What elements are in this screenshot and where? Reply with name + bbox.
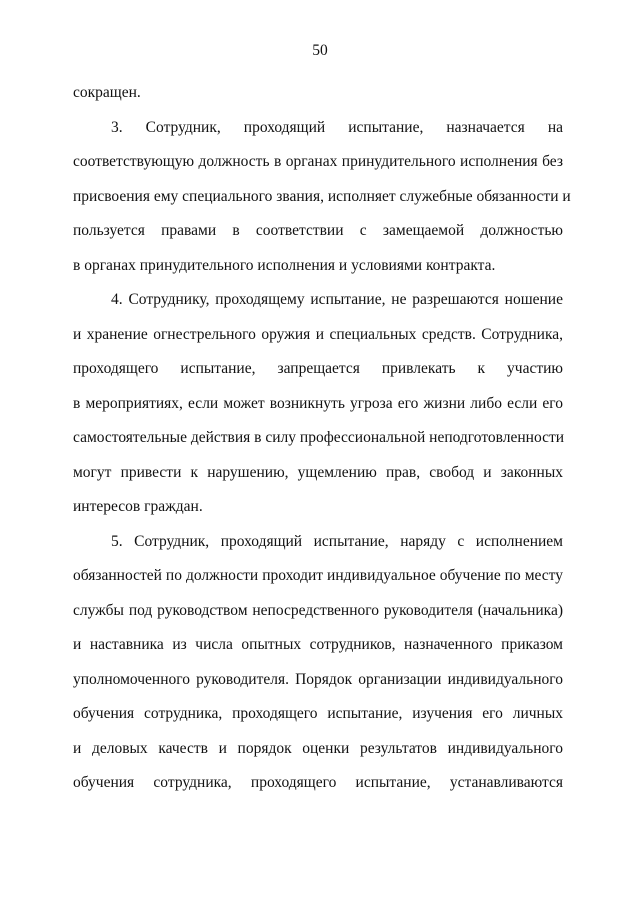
text-line: проходящего испытание, запрещается привлекать к участию xyxy=(73,360,563,377)
text-line: интересов граждан. xyxy=(73,498,203,515)
text-line: в мероприятиях, если может возникнуть угроза его жизни либо если его xyxy=(73,394,563,412)
text-line: 5. Сотрудник, проходящий испытание, наряду с исполнением xyxy=(111,532,563,550)
paragraph-item-5 xyxy=(73,525,563,801)
paragraph-item-4 xyxy=(73,283,563,525)
text-line: службы под руководством непосредственного руководителя (начальника) xyxy=(73,601,563,619)
text-line: соответствующую должность в органах принудительного исполнения без xyxy=(73,153,563,170)
text-line: в органах принудительного исполнения и условиями контракта. xyxy=(73,256,496,274)
text-line: обязанностей по должности проходит индивидуальное обучение по месту xyxy=(73,567,563,584)
text-line: и хранение огнестрельного оружия и специальных средств. Сотрудника, xyxy=(73,325,563,343)
text-line: сокращен. xyxy=(73,84,141,101)
text-line: и деловых качеств и порядок оценки результатов индивидуального xyxy=(73,739,563,757)
text-line: 4. Сотруднику, проходящему испытание, не разрешаются ношение xyxy=(111,291,563,308)
page-number: 50 xyxy=(312,42,328,59)
text-line: и наставника из числа опытных сотрудников, назначенного приказом xyxy=(73,636,563,653)
paragraph-item-3 xyxy=(73,111,571,284)
body-text xyxy=(73,76,571,801)
text-line: присвоения ему специального звания, исполняет служебные обязанности и xyxy=(73,187,571,205)
text-line: обучения сотрудника, проходящего испытание, изучения его личных xyxy=(73,705,563,722)
text-line: самостоятельные действия в силу профессиональной неподготовленности xyxy=(73,429,565,446)
text-line: 3. Сотрудник, проходящий испытание, назначается на xyxy=(111,118,563,136)
text-line: обучения сотрудника, проходящего испытание, устанавливаются xyxy=(73,774,563,791)
text-line: уполномоченного руководителя. Порядок организации индивидуального xyxy=(73,670,563,688)
paragraph-continuation xyxy=(73,76,563,111)
text-line: пользуется правами в соответствии с замещаемой должностью xyxy=(73,222,563,239)
text-line: могут привести к нарушению, ущемлению прав, свобод и законных xyxy=(73,463,563,481)
